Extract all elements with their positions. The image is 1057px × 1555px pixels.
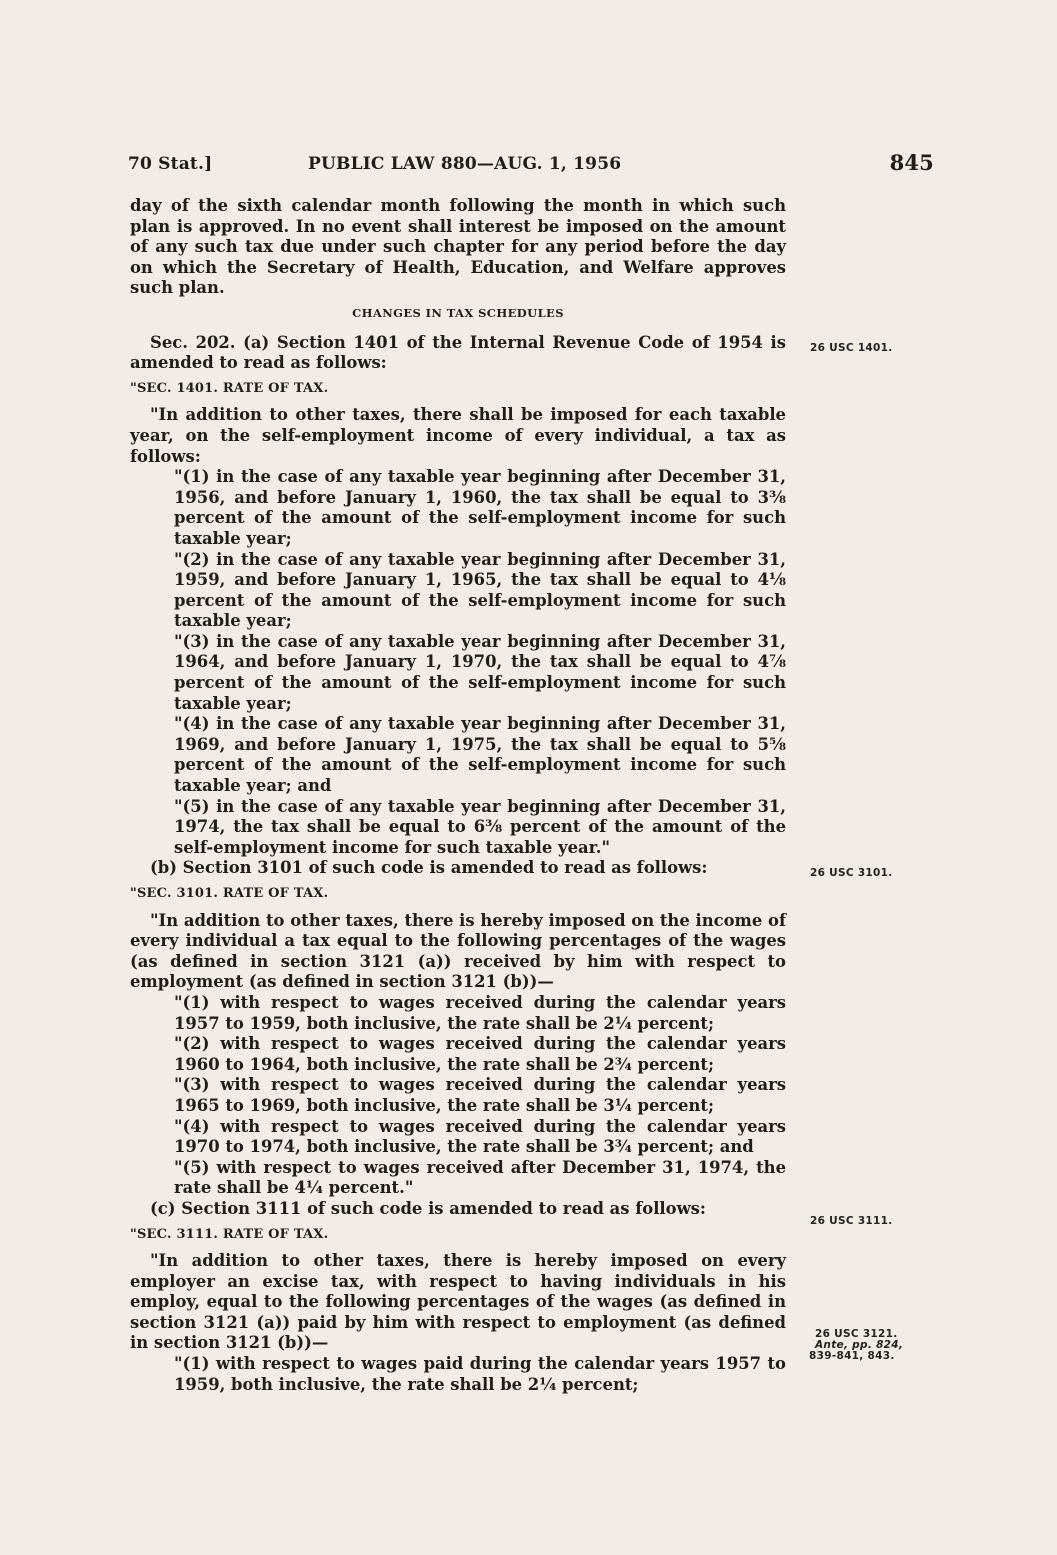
paragraph-3101-4: "(4) with respect to wages received during the calendar years 1970 to 1974, both inclusive, the rate shall be 3¾ percent; and <box>174 1116 786 1157</box>
paragraph-1401-3: "(3) in the case of any taxable year beginning after December 31, 1964, and before January 1, 1970, the tax shall be equal to 4⅞ percent of the amount of the self-employment income for such taxable year; <box>174 631 786 713</box>
page-number: 845 <box>889 150 934 175</box>
paragraph-3101-1: "(1) with respect to wages received during the calendar years 1957 to 1959, both inclusive, the rate shall be 2¼ percent; <box>174 992 786 1033</box>
paragraph-b: (b) Section 3101 of such code is amended to read as follows: <box>150 858 708 878</box>
body-text <box>130 196 786 1395</box>
heading-sec-3111: "SEC. 3111. RATE OF TAX. <box>130 1226 329 1242</box>
section-heading-changes: CHANGES IN TAX SCHEDULES <box>352 305 564 320</box>
margin-note-3121-ante: Ante, pp. 824, <box>815 1339 904 1351</box>
paragraph-3111-1: "(1) with respect to wages paid during the calendar years 1957 to 1959, both inclusive, the rate shall be 2¼ percent; <box>174 1354 786 1394</box>
paragraph-3101-lead: "In addition to other taxes, there is hereby imposed on the income of every individual a tax equal to the following percentages of the wages (as defined in section 3121 (a)) received by him with respect to employment (as defined in section 3121 (b))— <box>130 910 786 992</box>
margin-note-3121-pages: 839-841, 843. <box>809 1350 895 1362</box>
paragraph-sec-202: Sec. 202. (a) Section 1401 of the Internal Revenue Code of 1954 is amended to read as follows: <box>130 332 786 373</box>
paragraph-3101-3: "(3) with respect to wages received during the calendar years 1965 to 1969, both inclusive, the rate shall be 3¼ percent; <box>174 1075 786 1115</box>
paragraph-c: (c) Section 3111 of such code is amended to read as follows: <box>150 1198 706 1218</box>
page-header <box>128 150 946 180</box>
paragraph-3101-5: "(5) with respect to wages received after December 31, 1974, the rate shall be 4¼ percent." <box>174 1157 786 1198</box>
running-title: PUBLIC LAW 880—AUG. 1, 1956 <box>308 154 622 174</box>
margin-note-1401: 26 USC 1401. <box>810 342 893 354</box>
paragraph-3101-2: "(2) with respect to wages received during the calendar years 1960 to 1964, both inclusive, the rate shall be 2¾ percent; <box>174 1034 786 1074</box>
statute-volume: 70 Stat.] <box>128 154 213 174</box>
margin-note-3121-code: 26 USC 3121. <box>815 1328 898 1340</box>
paragraph-intro: day of the sixth calendar month following the month in which such plan is approved. In no event shall interest be imposed on the amount of any such tax due under such chapter for any period before the day on which the Secretary of Health, Education, and Welfare approves such plan. <box>130 196 786 298</box>
paragraph-1401-lead: "In addition to other taxes, there shall be imposed for each taxable year, on the self-employment income of every individual, a tax as follows: <box>130 405 786 466</box>
paragraph-1401-4: "(4) in the case of any taxable year beginning after December 31, 1969, and before January 1, 1975, the tax shall be equal to 5⅝ percent of the amount of the self-employment income for such taxable year; and <box>174 714 786 796</box>
paragraph-1401-1: "(1) in the case of any taxable year beginning after December 31, 1956, and before January 1, 1960, the tax shall be equal to 3⅜ percent of the amount of the self-employment income for such taxable year; <box>174 467 786 548</box>
paragraph-3111-lead: "In addition to other taxes, there is hereby imposed on every employer an excise tax, with respect to having individuals in his employ, equal to the following percentages of the wages (as defined in section 3121 (a)) paid by him with respect to employment (as defined in section 3121 (b))— <box>130 1251 786 1353</box>
margin-note-3111: 26 USC 3111. <box>810 1215 893 1227</box>
heading-sec-1401: "SEC. 1401. RATE OF TAX. <box>130 380 329 396</box>
paragraph-1401-5: "(5) in the case of any taxable year beginning after December 31, 1974, the tax shall be equal to 6⅜ percent of the amount of the self-employment income for such taxable year." <box>174 796 786 857</box>
paragraph-1401-2: "(2) in the case of any taxable year beginning after December 31, 1959, and before January 1, 1965, the tax shall be equal to 4⅛ percent of the amount of the self-employment income for such taxable year; <box>174 549 786 631</box>
margin-note-3121 <box>809 1328 904 1362</box>
margin-note-3101: 26 USC 3101. <box>810 867 893 879</box>
heading-sec-3101: "SEC. 3101. RATE OF TAX. <box>130 886 329 901</box>
